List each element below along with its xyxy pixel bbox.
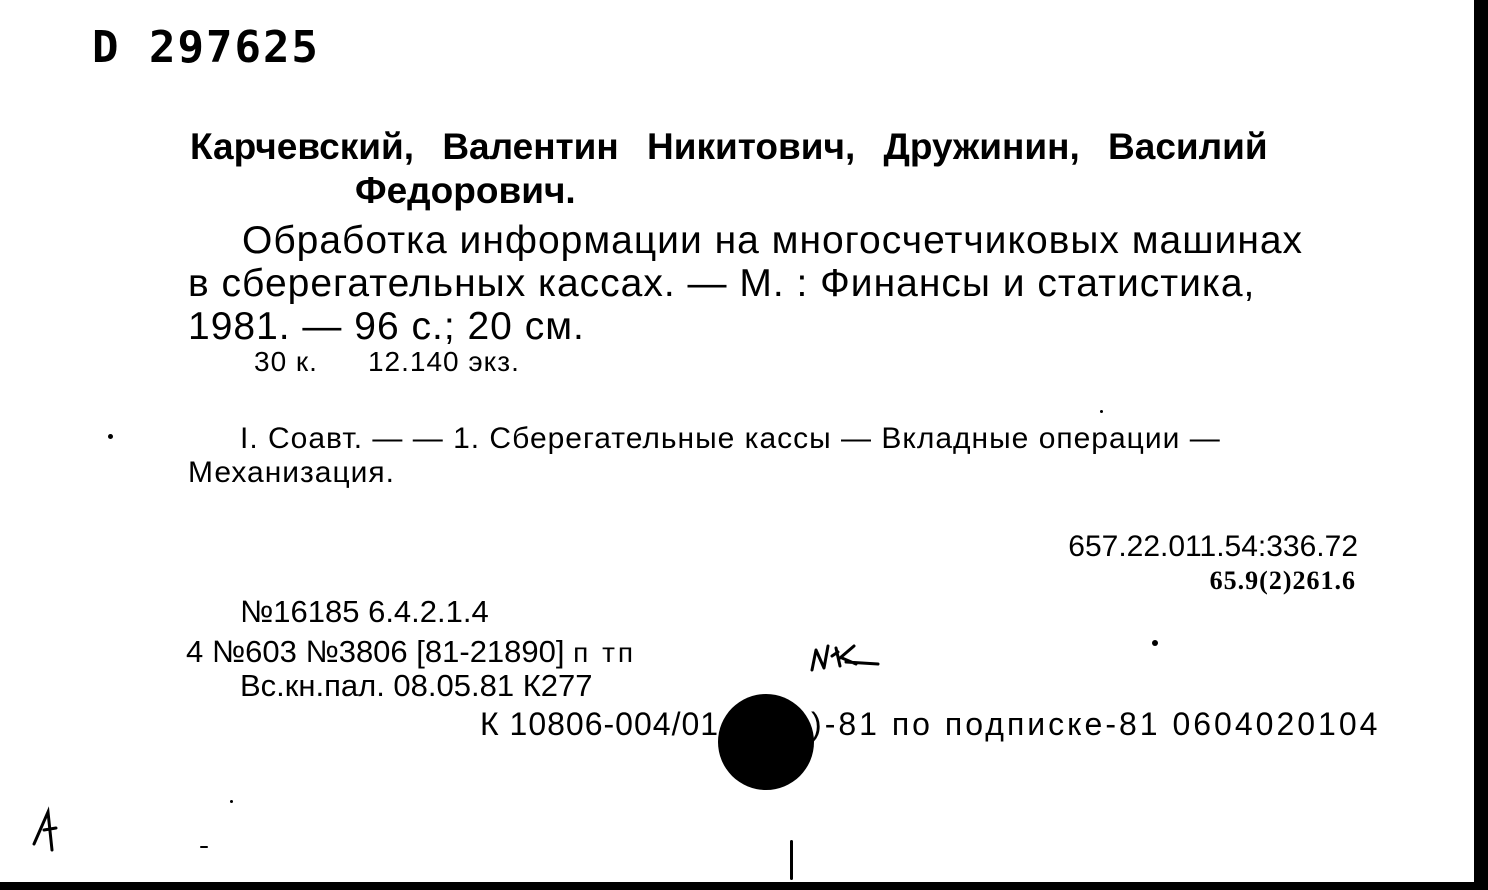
authors-line-2: Федорович. [355,170,576,211]
service-line-4-right: )-81 по подписке-81 0604020104 [811,706,1381,742]
price-line [254,346,520,378]
handwritten-initials [806,626,894,686]
title-line-3: 1981. — 96 с.; 20 см. [188,305,585,348]
handwritten-mark [30,800,70,860]
title-line-2: в сберегательных кассах. — М. : Финансы и статистика, [188,262,1256,305]
service-line-2 [186,634,636,670]
speck [1152,640,1158,646]
udc-index: 657.22.011.54:336.72 [1068,530,1358,563]
service-line-4-left: К 10806-004/01 [480,706,720,742]
card-id: D 297625 [92,22,320,73]
service-line-2-main: 4 №603 №3806 [81-21890] [186,634,565,669]
copies: 12.140 экз. [367,346,520,377]
title-line-1: Обработка информации на многосчетчиковых машинах [242,219,1304,262]
speck [108,434,113,439]
scan-border [1474,0,1488,890]
punch-hole [718,694,814,790]
subjects-line-1: I. Соавт. — — 1. Сберегательные кассы — Вкладные операции — [240,422,1221,455]
authors-line-1: Карчевский, Валентин Никитович, Дружинин, Василий [190,126,1268,167]
service-line-4 [480,706,1380,743]
service-line-2-small: п тп [573,637,637,668]
bbk-index: 65.9(2)261.6 [1209,566,1356,595]
speck [790,840,793,880]
speck [200,846,208,848]
speck [1100,410,1103,413]
subjects-line-2: Механизация. [188,456,395,489]
speck [230,800,233,803]
service-line-1: №16185 6.4.2.1.4 [240,594,489,629]
price: 30 к. [254,346,318,377]
service-line-3: Вс.кн.пал. 08.05.81 К277 [240,668,593,703]
